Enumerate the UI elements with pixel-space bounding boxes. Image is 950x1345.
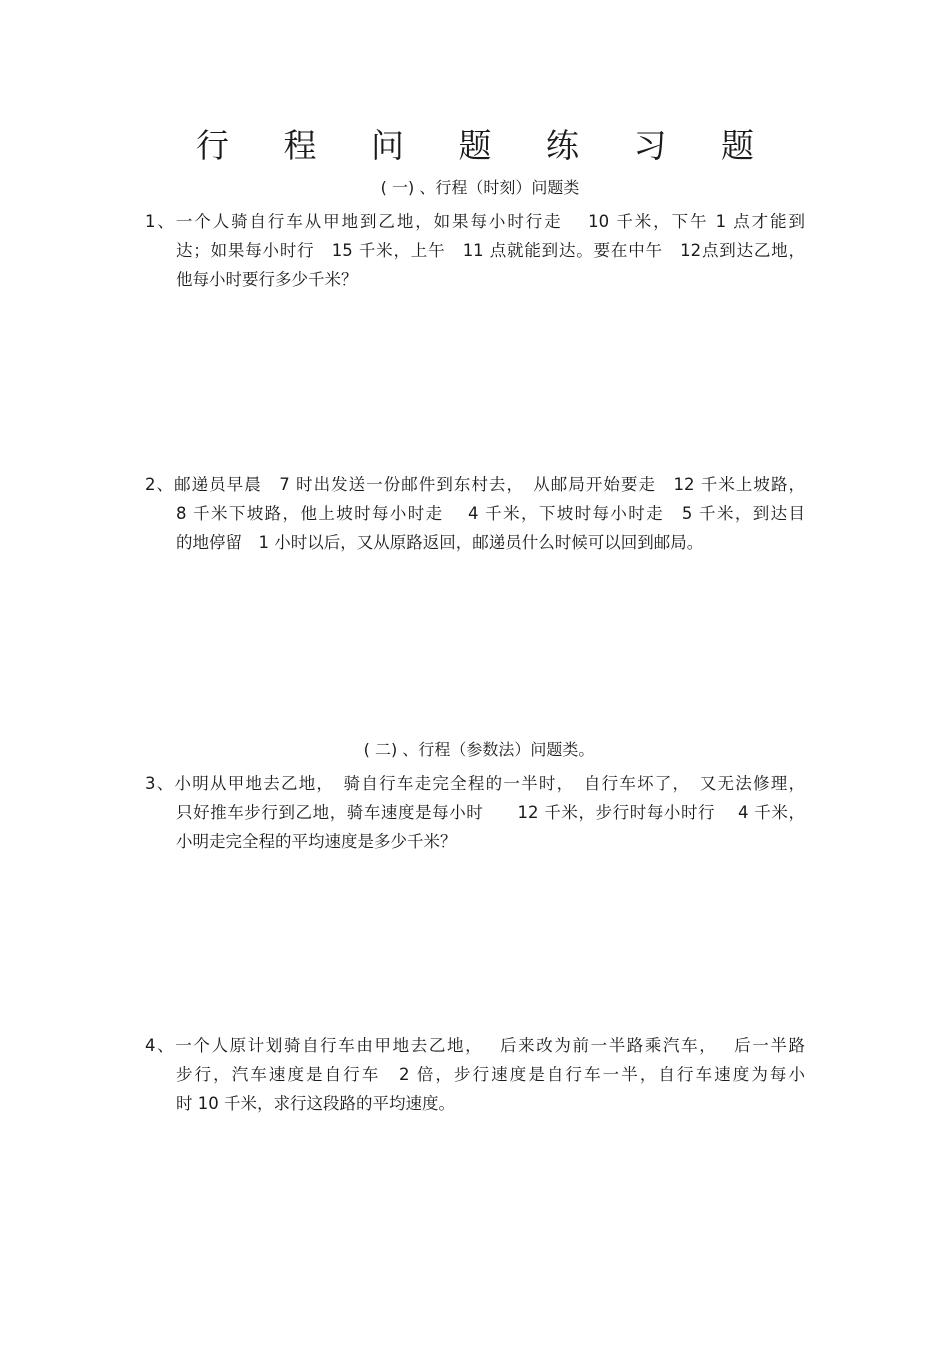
question-4-line-3: 时 10 千米，求行这段路的平均速度。 [176, 1094, 455, 1113]
question-1-line-1: 1、一个人骑自行车从甲地到乙地，如果每小时行走 10 千米，下午 1 点才能到 [145, 212, 805, 231]
question-2-line-3: 的地停留 1 小时以后，又从原路返回，邮递员什么时候可以回到邮局。 [176, 533, 704, 552]
section-heading-2: ( 二) 、行程（参数法）问题类。 [363, 740, 595, 759]
question-2 [145, 470, 805, 557]
question-1 [145, 207, 805, 294]
question-1-line-3: 他每小时要行多少千米？ [176, 270, 358, 289]
question-1-line-2: 达；如果每小时行 15 千米，上午 11 点就能到达。要在中午 12点到达乙地， [176, 241, 805, 260]
question-3-line-1: 3、小明从甲地去乙地， 骑自行车走完全程的一半时， 自行车坏了， 又无法修理， [145, 774, 805, 793]
question-3-line-3: 小明走完全程的平均速度是多少千米？ [176, 832, 457, 851]
question-4-line-1: 4、一个人原计划骑自行车由甲地去乙地， 后来改为前一半路乘汽车， 后一半路 [145, 1036, 805, 1055]
question-3 [145, 769, 805, 856]
section-heading-1: ( 一) 、行程（时刻）问题类 [380, 178, 580, 197]
question-2-line-1: 2、邮递员早晨 7 时出发送一份邮件到东村去， 从邮局开始要走 12 千米上坡路， [145, 475, 805, 494]
page-title: 行 程 问 题 练 习 题 [196, 126, 776, 165]
question-4-line-2: 步行，汽车速度是自行车 2 倍，步行速度是自行车一半，自行车速度为每小 [176, 1065, 805, 1084]
question-4 [145, 1031, 805, 1118]
question-2-line-2: 8 千米下坡路，他上坡时每小时走 4 千米，下坡时每小时走 5 千米，到达目 [176, 504, 805, 523]
question-3-line-2: 只好推车步行到乙地，骑车速度是每小时 12 千米，步行时每小时行 4 千米， [176, 803, 805, 822]
